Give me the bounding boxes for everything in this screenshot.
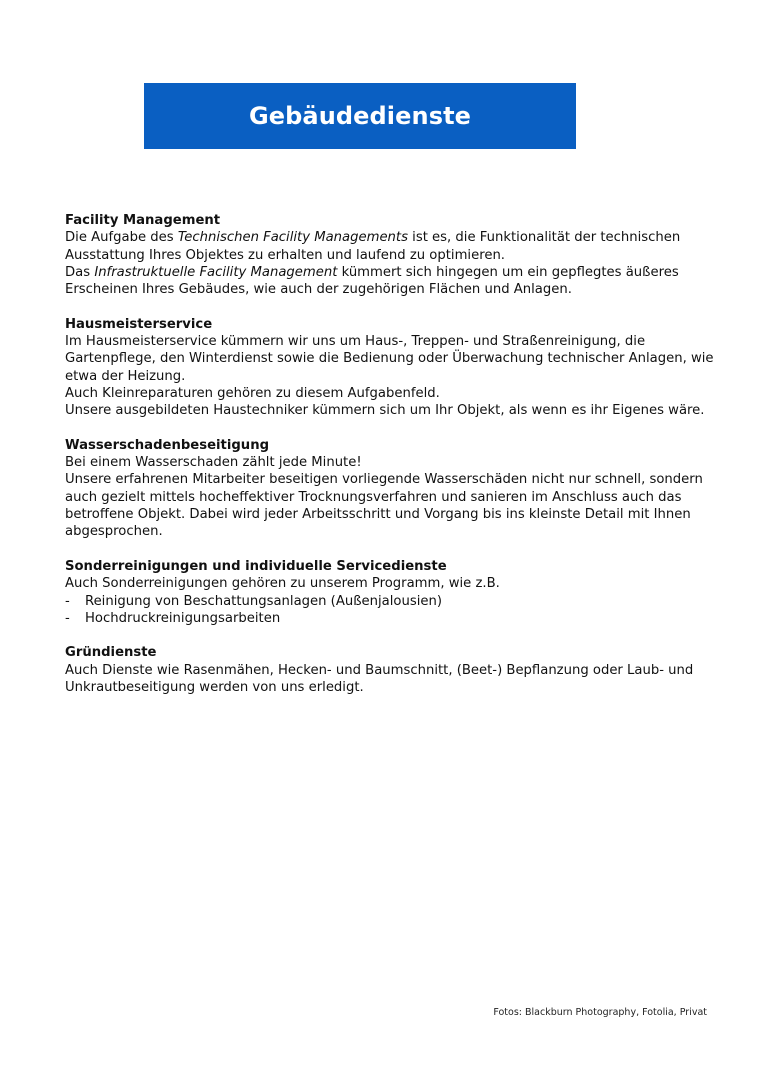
section-paragraph: Bei einem Wasserschaden zählt jede Minute!	[65, 455, 362, 471]
section-paragraph: Auch Dienste wie Rasenmähen, Hecken- und Baumschnitt, (Beet-) Bepflanzung oder Laub- und Unkrautbeseitigung werden von uns erledigt.	[65, 662, 694, 696]
section-paragraph: Im Hausmeisterservice kümmern wir uns um Haus-, Treppen- und Straßenreinigung, die Gartenpflege, den Winterdienst sowie die Bedienung oder Überwachung technischer Anlagen, wie etwa der Heizung.	[65, 334, 714, 384]
list-dash: -	[65, 593, 70, 609]
section-paragraph	[65, 264, 715, 299]
section-heading: Wasserschadenbeseitigung	[65, 437, 270, 453]
section-heading: Hausmeisterservice	[65, 316, 213, 332]
photo-credits: Fotos: Blackburn Photography, Fotolia, Privat	[493, 1007, 707, 1018]
text-fragment: Das	[65, 264, 95, 280]
text-fragment: kümmert sich hingegen um ein gepflegtes äußeres Erscheinen Ihres Gebäudes, wie auch der zugehörigen Flächen und Anlagen.	[65, 264, 679, 298]
title-banner	[144, 83, 576, 149]
section-gruendienste	[65, 644, 715, 696]
main-content	[65, 212, 715, 714]
text-fragment: ist es, die Funktionalität der technischen Ausstattung Ihres Objektes zu erhalten und laufend zu optimieren.	[65, 230, 681, 263]
section-paragraph: Unsere ausgebildeten Haustechniker kümmern sich um Ihr Objekt, als wenn es ihr Eigenes wäre.	[65, 403, 705, 419]
section-heading: Gründienste	[65, 645, 157, 661]
section-facility-management	[65, 212, 715, 298]
section-paragraph: Auch Sonderreinigungen gehören zu unserem Programm, wie z.B.	[65, 576, 500, 592]
service-list	[65, 593, 715, 628]
list-item-text: Hochdruckreinigungsarbeiten	[85, 610, 281, 626]
section-heading: Sonderreinigungen und individuelle Servicedienste	[65, 558, 447, 574]
page-title: Gebäudedienste	[248, 102, 472, 130]
section-heading: Facility Management	[65, 213, 221, 228]
list-item-text: Reinigung von Beschattungsanlagen (Außenjalousien)	[85, 593, 442, 609]
emphasis-text: Infrastruktuelle Facility Management	[94, 264, 338, 280]
emphasis-text: Technischen Facility Managements	[177, 230, 408, 246]
list-item	[65, 593, 715, 610]
section-wasserschadenbeseitigung	[65, 437, 715, 541]
section-paragraph: Auch Kleinreparaturen gehören zu diesem Aufgabenfeld.	[65, 385, 440, 401]
section-paragraph: Unsere erfahrenen Mitarbeiter beseitigen vorliegende Wasserschäden nicht nur schnell, sondern auch gezielt mittels hocheffektiver Trocknungsverfahren und sanieren im Anschluss auch das betroffene Objekt. Dabei wird jeder Arbeitsschritt und Vorgang bis ins kleinste Detail mit Ihnen abgesprochen.	[65, 472, 703, 540]
list-item	[65, 610, 715, 627]
text-fragment: Die Aufgabe des	[65, 230, 178, 246]
section-paragraph	[65, 229, 715, 264]
section-hausmeisterservice	[65, 316, 715, 420]
list-dash: -	[65, 610, 70, 626]
section-sonderreinigungen	[65, 558, 715, 627]
